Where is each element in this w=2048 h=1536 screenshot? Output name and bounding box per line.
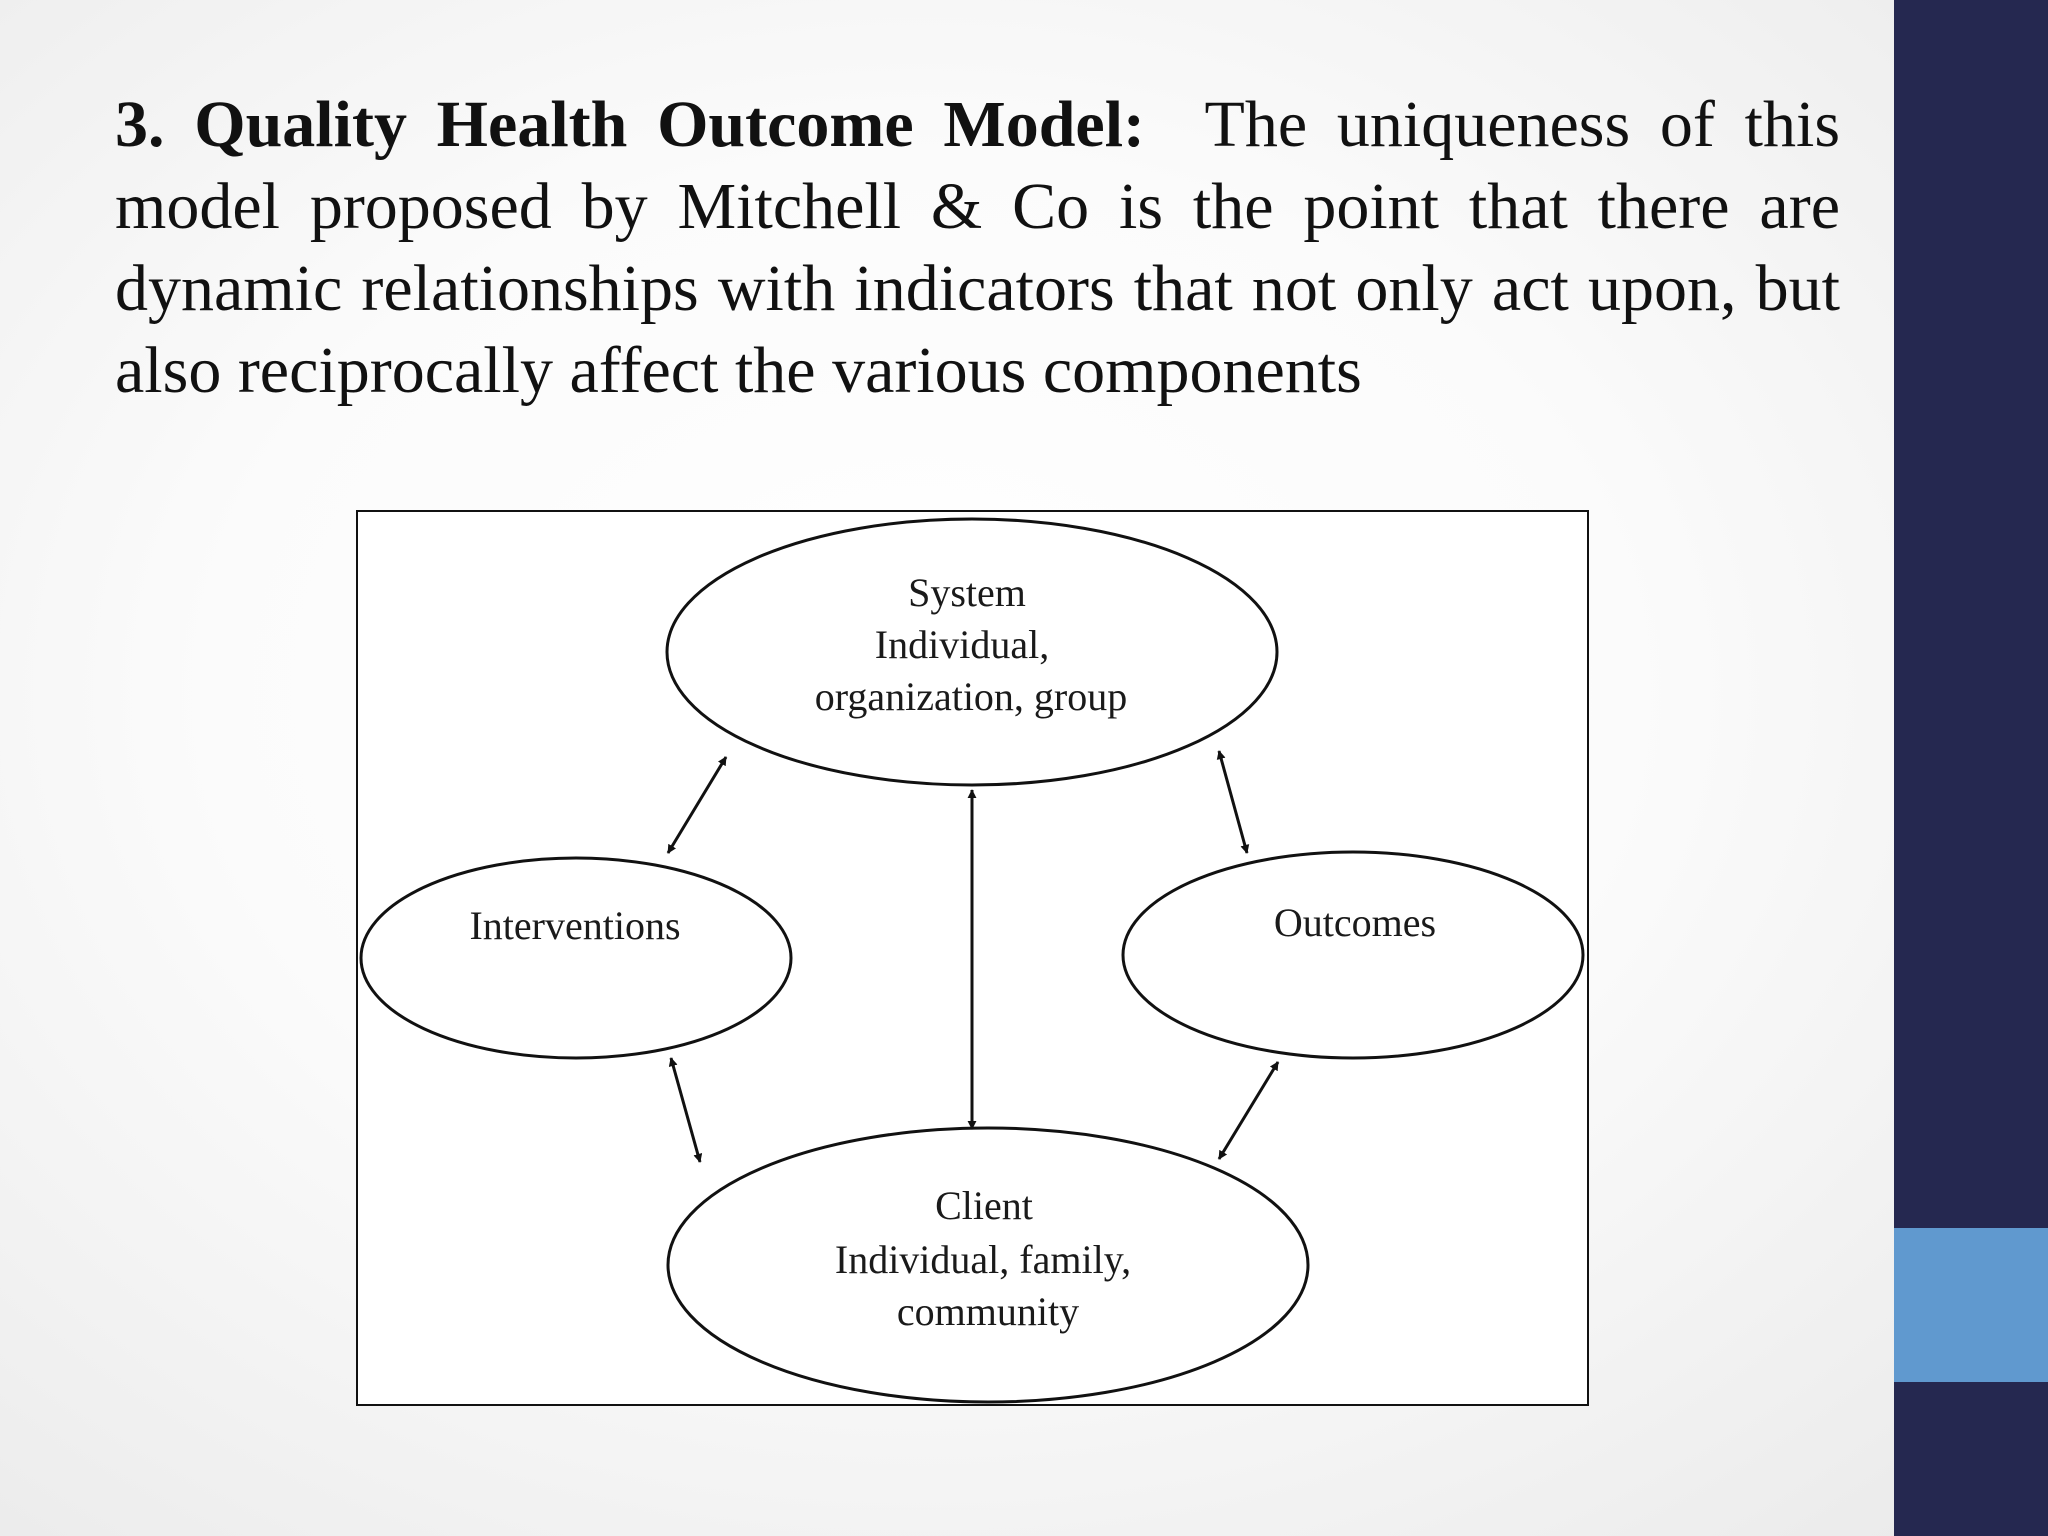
system-label-line-2: Individual, [874, 622, 1050, 667]
client-label-line-1: Client [935, 1183, 1033, 1228]
outcomes-label-line-1: Outcomes [1273, 900, 1437, 945]
system-label-line-1: System [908, 570, 1026, 615]
slide-body: The uniqueness of this model proposed by Mitchell & Co is the point that there are dynamic relationships with indicators that not only act upon, but also reciprocally affect the various components [115, 88, 1841, 407]
client-label-line-3: community [896, 1289, 1080, 1334]
interventions-label-line-1: Interventions [469, 903, 681, 948]
slide-heading: 3. Quality Health Outcome Model: [115, 88, 1146, 161]
sidebar-accent-block [1894, 1228, 2048, 1382]
outcomes-label [1274, 900, 1436, 945]
client-label-line-2: Individual, family, [834, 1237, 1132, 1282]
system-label-line-3: organization, group [814, 674, 1128, 719]
interventions-label [469, 903, 680, 948]
